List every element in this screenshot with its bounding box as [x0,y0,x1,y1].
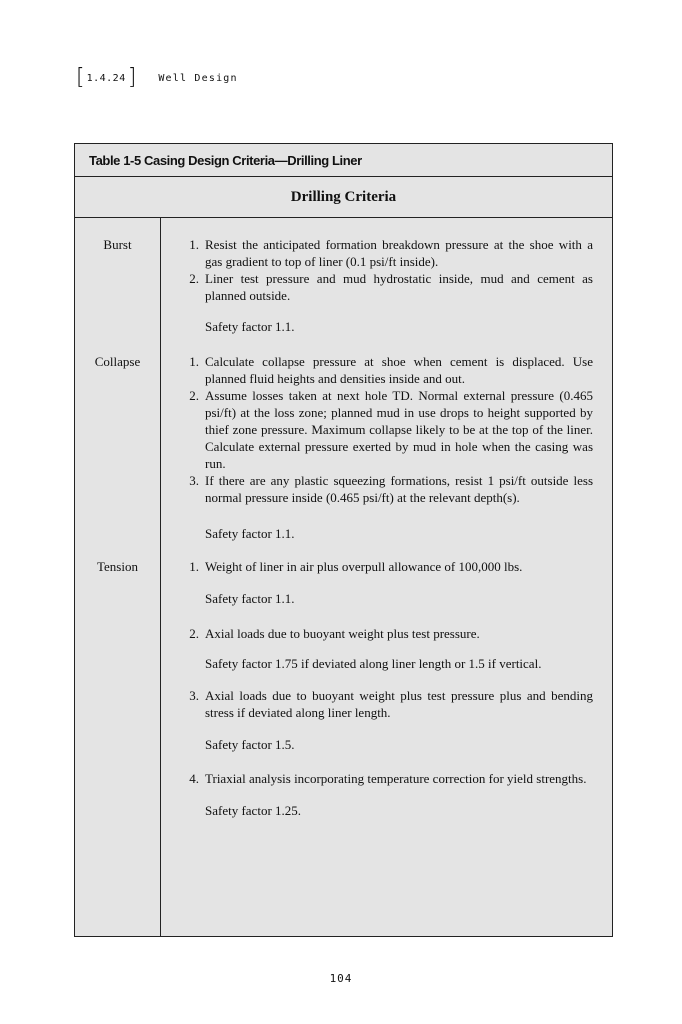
item-number: 3. [189,473,199,488]
item-number: 1. [189,559,199,574]
safety-factor: Safety factor 1.75 if deviated along liner length or 1.5 if vertical. [205,656,542,671]
running-head [76,66,238,90]
item-number: 2. [189,626,199,641]
safety-factor: Safety factor 1.25. [205,803,302,818]
column-divider [160,218,161,936]
column-heading: Drilling Criteria [75,177,612,218]
left-bracket-glyph: [ [76,65,85,90]
item-number: 4. [189,771,199,786]
page-number: 104 [329,972,353,985]
item-number: 3. [189,688,199,703]
row-criteria [181,353,593,542]
item-text: Triaxial analysis incorporating temperature correction for yield strengths. [205,771,587,786]
item-text: Weight of liner in air plus overpull allowance of 100,000 lbs. [205,559,523,574]
list-item [181,353,593,387]
item-number: 2. [189,388,199,403]
item-text: If there are any plastic squeezing formations, resist 1 psi/ft outside less normal pressure inside (0.465 psi/ft) at the relevant depth(s). [205,473,593,505]
safety-factor: Safety factor 1.1. [205,319,295,334]
item-text: Liner test pressure and mud hydrostatic inside, mud and cement as planned outside. [205,271,593,303]
table-body [75,218,612,936]
safety-factor: Safety factor 1.1. [205,591,295,606]
safety-factor: Safety factor 1.5. [205,737,295,752]
safety-factor: Safety factor 1.1. [205,526,295,541]
casing-design-table [74,143,613,937]
list-item [181,387,593,472]
list-item [181,236,593,270]
list-item [181,687,593,721]
table-caption: Table 1-5 Casing Design Criteria—Drilling Liner [89,152,362,168]
item-number: 2. [189,271,199,286]
list-item [181,270,593,304]
row-label: Collapse [94,354,141,369]
list-item [181,770,593,787]
list-item [181,625,593,642]
item-text: Assume losses taken at next hole TD. Normal external pressure (0.465 psi/ft) at the loss zone; planned mud in use drops to height supported by thief zone pressure. Maximum collapse likely to be at the top of the liner. Calculate external pressure exerted by mud in hole when the casing was run. [205,388,593,471]
item-number: 1. [189,237,199,252]
row-label: Tension [97,559,138,574]
item-text: Axial loads due to buoyant weight plus test pressure. [205,626,480,641]
row-criteria [181,236,593,335]
section-number: 1.4.24 [86,72,126,84]
item-number: 1. [189,354,199,369]
row-criteria [181,558,593,819]
list-item [181,558,593,575]
item-text: Resist the anticipated formation breakdown pressure at the shoe with a gas gradient to top of liner (0.1 psi/ft inside). [205,237,593,269]
item-text: Axial loads due to buoyant weight plus test pressure plus and bending stress if deviated along liner length. [205,688,593,720]
right-bracket-glyph: ] [127,65,137,90]
running-title: Well Design [158,72,238,84]
list-item [181,472,593,506]
table-caption-row [75,144,612,177]
row-label: Burst [103,237,132,252]
item-text: Calculate collapse pressure at shoe when cement is displaced. Use planned fluid heights and densities inside and out. [205,354,593,386]
